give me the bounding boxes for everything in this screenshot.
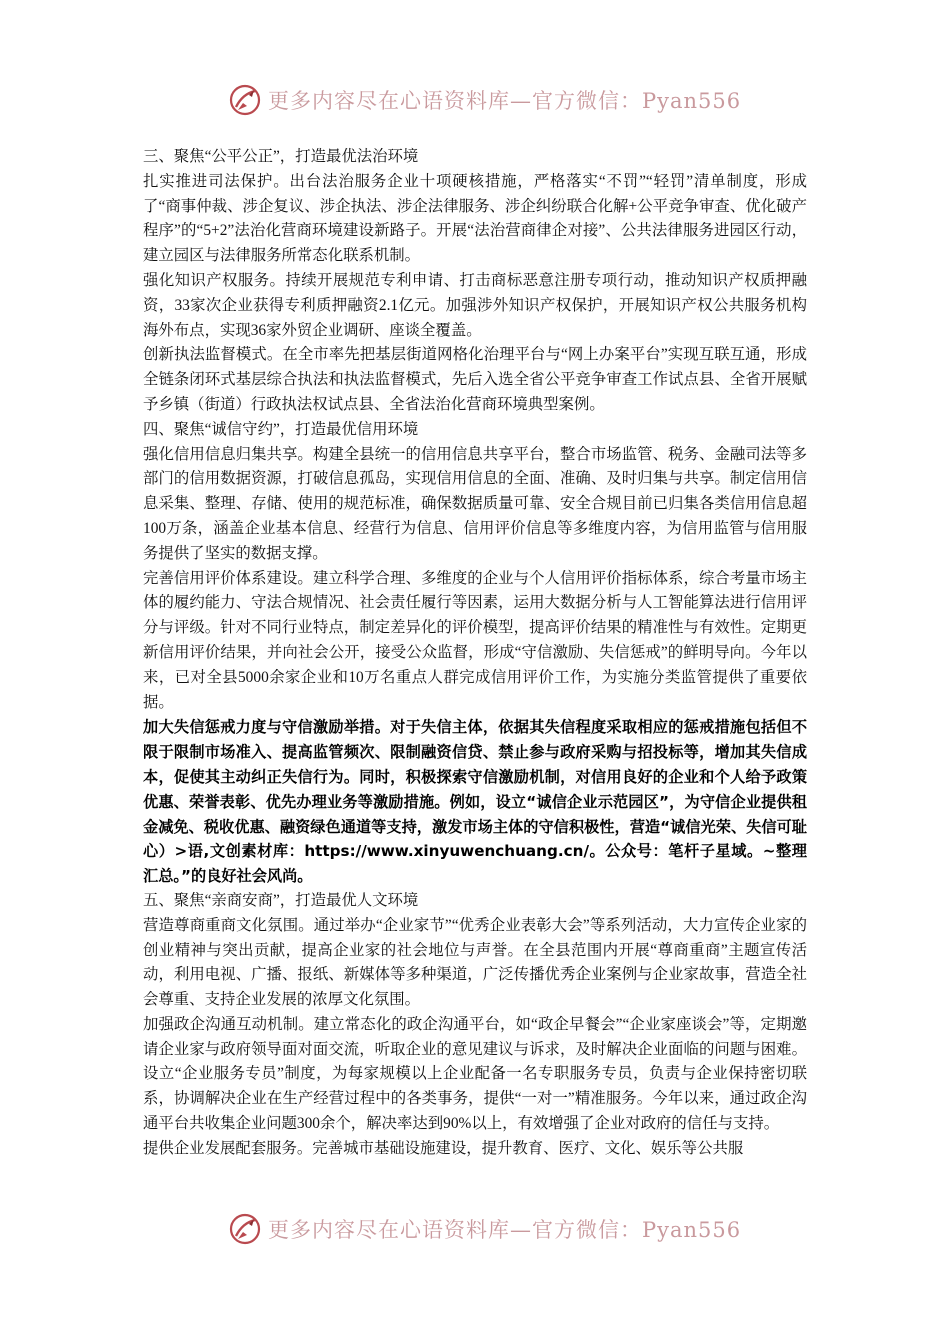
banner-text: 更多内容尽在心语资料库—官方微信：Pyan556 bbox=[268, 89, 742, 113]
paragraph-bold: 加大失信惩戒力度与守信激励举措。对于失信主体，依据其失信程度采取相应的惩戒措施包括但不限于限制市场准入、提高监管频次、限制融资信贷、禁止参与政府采购与招投标等，增加其失信成本，促使其主动纠正失信行为。同时，积极探索守信激励机制，对信用良好的企业和个人给予政策优惠、荣誉表彰、优先办理业务等激励措施。例如，设立“诚信企业示范园区”，为守信企业提供租金减免、税收优惠、融资绿色通道等支持，激发市场主体的守信积极性，营造“诚信光荣、失信可耻心）>语,文创素材库：https://www.xinyuwenchuang.cn/。公众号：笔杆子星域。~整理汇总。”的良好社会风尚。 bbox=[143, 718, 807, 886]
paragraph: 加强政企沟通互动机制。建立常态化的政企沟通平台，如“政企早餐会”“企业家座谈会”等，定期邀请企业家与政府领导面对面交流，听取企业的意见建议与诉求，及时解决企业面临的问题与困难。设立“企业服务专员”制度，为每家规模以上企业配备一名专职服务专员，负责与企业保持密切联系，协调解决企业在生产经营过程中的各类事务，提供“一对一”精准服务。今年以来，通过政企沟通平台共收集企业问题300余个，解决率达到90%以上，有效增强了企业对政府的信任与支持。 bbox=[143, 1015, 807, 1133]
paragraph: 扎实推进司法保护。出台法治服务企业十项硬核措施，严格落实“不罚”“轻罚”清单制度，形成了“商事仲裁、涉企复议、涉企执法、涉企法律服务、涉企纠纷联合化解+公平竞争审查、优化破产程序”的“5+2”法治化营商环境建设新路子。开展“法治营商律企对接”、公共法律服务进园区行动，建立园区与法律服务所常态化联系机制。 bbox=[143, 172, 807, 265]
document-body bbox=[143, 145, 807, 1162]
paragraph: 强化信用信息归集共享。构建全县统一的信用信息共享平台，整合市场监管、税务、金融司法等多部门的信用数据资源，打破信息孤岛，实现信用信息的全面、准确、及时归集与共享。制定信用信息采集、整理、存储、使用的规范标准，确保数据质量可靠、安全合规目前已归集各类信用信息超100万条，涵盖企业基本信息、经营行为信息、信用评价信息等多维度内容，为信用监管与信用服务提供了坚实的数据支撑。 bbox=[143, 445, 807, 562]
brand-logo-icon bbox=[228, 1212, 262, 1246]
header-banner bbox=[228, 80, 742, 120]
footer-banner bbox=[228, 1209, 742, 1249]
section-heading: 三、聚焦“公平公正”，打造最优法治环境 bbox=[143, 148, 419, 165]
paragraph: 营造尊商重商文化氛围。通过举办“企业家节”“优秀企业表彰大会”等系列活动，大力宣传企业家的创业精神与突出贡献，提高企业家的社会地位与声誉。在全县范围内开展“尊商重商”主题宣传活动，利用电视、广播、报纸、新媒体等多种渠道，广泛传播优秀企业案例与企业家故事，营造全社会尊重、支持企业发展的浓厚文化氛围。 bbox=[143, 916, 807, 1009]
brand-logo-icon bbox=[228, 83, 262, 117]
paragraph: 提供企业发展配套服务。完善城市基础设施建设，提升教育、医疗、文化、娱乐等公共服 bbox=[143, 1139, 744, 1157]
section-heading: 四、聚焦“诚信守约”，打造最优信用环境 bbox=[143, 420, 419, 438]
paragraph: 强化知识产权服务。持续开展规范专利申请、打击商标恶意注册专项行动，推动知识产权质押融资，33家次企业获得专利质押融资2.1亿元。加强涉外知识产权保护，开展知识产权公共服务机构海外布点，实现36家外贸企业调研、座谈全覆盖。 bbox=[143, 271, 807, 339]
section-heading: 五、聚焦“亲商安商”，打造最优人文环境 bbox=[143, 891, 419, 909]
banner-text: 更多内容尽在心语资料库—官方微信：Pyan556 bbox=[268, 1218, 742, 1242]
paragraph: 创新执法监督模式。在全市率先把基层街道网格化治理平台与“网上办案平台”实现互联互通，形成全链条闭环式基层综合执法和执法监督模式，先后入选全省公平竞争审查工作试点县、全省开展赋予乡镇（街道）行政执法权试点县、全省法治化营商环境典型案例。 bbox=[143, 346, 807, 413]
paragraph: 完善信用评价体系建设。建立科学合理、多维度的企业与个人信用评价指标体系，综合考量市场主体的履约能力、守法合规情况、社会责任履行等因素，运用大数据分析与人工智能算法进行信用评分与评级。针对不同行业特点，制定差异化的评价模型，提高评价结果的精准性与有效性。定期更新信用评价结果，并向社会公开，接受公众监督，形成“守信激励、失信惩戒”的鲜明导向。今年以来，已对全县5000余家企业和10万名重点人群完成信用评价工作，为实施分类监管提供了重要依据。 bbox=[143, 569, 807, 711]
